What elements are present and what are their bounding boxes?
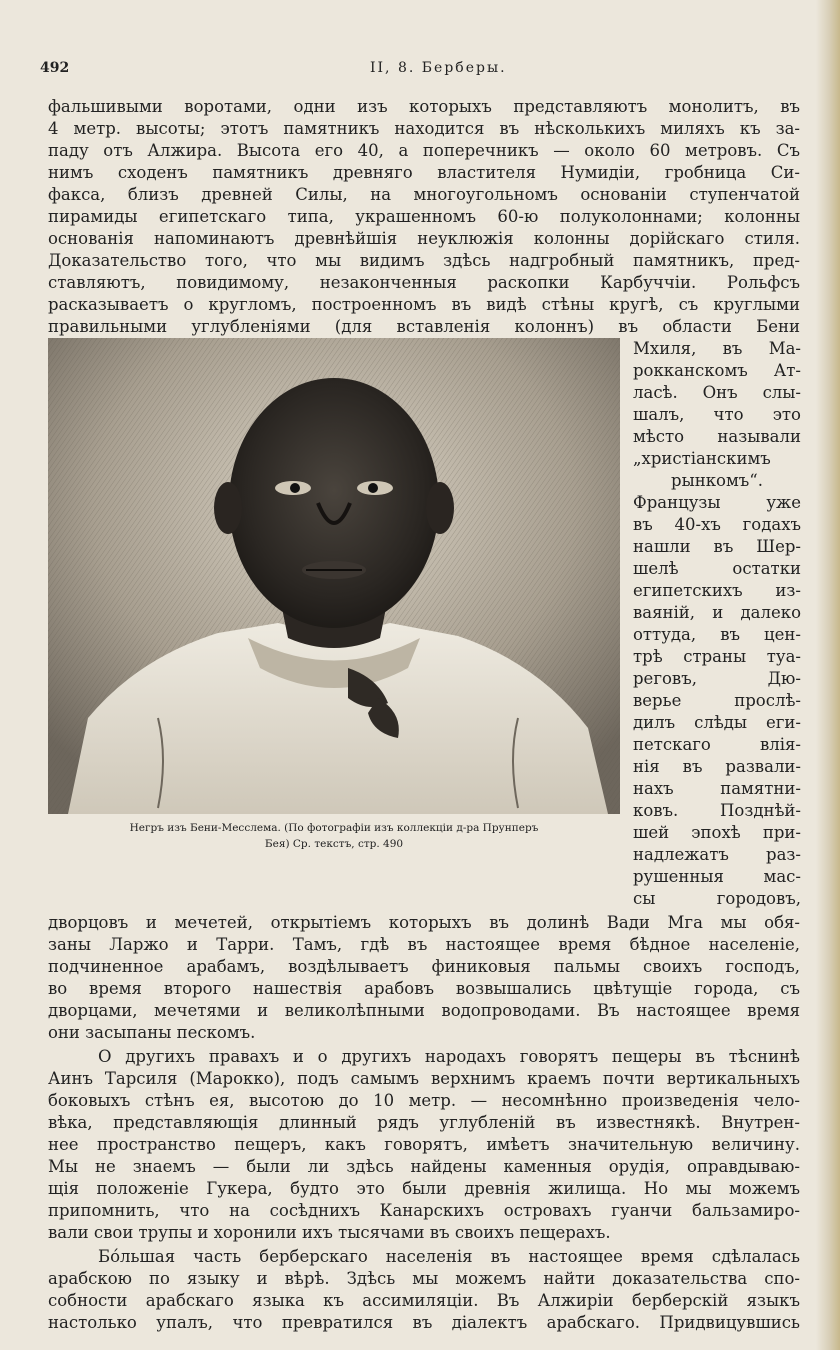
- side-text-line: „христіанскимъ: [633, 449, 771, 468]
- side-text-line: мѣсто называли: [633, 427, 801, 446]
- running-title: II, 8. Берберы.: [370, 60, 507, 76]
- figure-caption: Бея) Ср. текстъ, стр. 490: [264, 838, 404, 850]
- side-text-line: рокканскомъ Ат-: [633, 361, 801, 380]
- text-line: основанія напоминаютъ древнѣйшія неуклюжія колонны дорійскаго стиля.: [48, 229, 800, 248]
- side-text-line: нахъ памятни-: [633, 779, 801, 798]
- text-line: они засыпаны пескомъ.: [48, 1023, 256, 1042]
- side-text-line: рынкомъ“.: [671, 471, 763, 490]
- side-text-line: Мхиля, въ Ма-: [633, 339, 801, 358]
- figure-caption: Негръ изъ Бени-Месслема. (По фотографіи изъ коллекціи д-ра Прунперъ: [129, 822, 539, 834]
- text-line: боковыхъ стѣнъ ея, высотою до 10 метр. — несомнѣнно произведенія чело-: [48, 1091, 800, 1110]
- side-text-line: нія въ развали-: [633, 757, 801, 776]
- side-text-line: надлежатъ раз-: [633, 845, 801, 864]
- page-number: 492: [40, 60, 70, 76]
- side-text-line: Французы уже: [633, 493, 801, 512]
- side-text-line: петскаго влія-: [633, 735, 801, 754]
- side-text-line: шелѣ остатки: [633, 559, 801, 578]
- side-text-line: ковъ. Позднѣй-: [633, 801, 801, 820]
- side-text-line: оттуда, въ цен-: [633, 625, 801, 644]
- text-line: щія положеніе Гукера, будто это были древнія жилища. Но мы можемъ: [48, 1179, 800, 1198]
- text-line: Доказательство того, что мы видимъ здѣсь надгробный памятникъ, пред-: [48, 251, 800, 270]
- side-text-line: ваяній, и далеко: [633, 603, 801, 622]
- side-text-line: сы городовъ,: [633, 889, 801, 908]
- text-line: заны Ларжо и Тарри. Тамъ, гдѣ въ настоящее время бѣдное населеніе,: [48, 935, 800, 954]
- text-line: вѣка, представляющія длинный рядъ углубленій въ известнякѣ. Внутрен-: [48, 1113, 800, 1132]
- text-line: дворцами, мечетями и великолѣпными водопроводами. Въ настоящее время: [48, 1001, 800, 1020]
- side-text-line: шей эпохѣ при-: [633, 823, 801, 842]
- text-line: вали свои трупы и хоронили ихъ тысячами въ своихъ пещерахъ.: [48, 1223, 611, 1242]
- side-text-line: трѣ страны туа-: [633, 647, 801, 666]
- text-line: во время второго нашествія арабовъ возвышались цвѣтущіе города, съ: [48, 979, 800, 998]
- side-text-line: въ 40-хъ годахъ: [633, 515, 801, 534]
- text-line: настолько упалъ, что превратился въ діалектъ арабскаго. Придвицувшись: [48, 1313, 800, 1332]
- running-header: [40, 60, 810, 82]
- side-text-line: дилъ слѣды еги-: [633, 713, 801, 732]
- side-text-line: египетскихъ из-: [633, 581, 801, 600]
- side-text-line: нашли въ Шер-: [633, 537, 801, 556]
- text-line: Бо́льшая часть берберскаго населенія въ настоящее время сдѣлалась: [98, 1247, 800, 1266]
- text-line: дворцовъ и мечетей, открытіемъ которыхъ въ долинѣ Вади Мга мы обя-: [48, 913, 800, 932]
- text-line: фальшивыми воротами, одни изъ которыхъ представляютъ монолитъ, въ: [48, 97, 800, 116]
- side-text-line: ласѣ. Онъ слы-: [633, 383, 801, 402]
- text-line: факса, близъ древней Силы, на многоугольномъ основаніи ступенчатой: [48, 185, 800, 204]
- text-line: подчиненное арабамъ, воздѣлываетъ финиковыя пальмы своихъ господъ,: [48, 957, 800, 976]
- text-line: О другихъ правахъ и о другихъ народахъ говорятъ пещеры въ тѣснинѣ: [98, 1047, 800, 1066]
- text-line: паду отъ Алжира. Высота его 40, а поперечникъ — около 60 метровъ. Съ: [48, 141, 800, 160]
- text-line: нимъ сходенъ памятникъ древняго властителя Нумидіи, гробница Си-: [48, 163, 800, 182]
- text-line: Аинъ Тарсиля (Марокко), подъ самымъ верхнимъ краемъ почти вертикальныхъ: [48, 1069, 800, 1088]
- text-line: припомнить, что на сосѣднихъ Канарскихъ островахъ гуанчи бальзамиро-: [48, 1201, 800, 1220]
- text-line: 4 метр. высоты; этотъ памятникъ находится въ нѣсколькихъ миляхъ къ за-: [48, 119, 800, 138]
- text-line: Мы не знаемъ — были ли здѣсь найдены каменныя орудія, оправдываю-: [48, 1157, 800, 1176]
- side-text-line: верье прослѣ-: [633, 691, 801, 710]
- text-line: расказываетъ о кругломъ, построенномъ въ видѣ стѣны кругѣ, съ круглыми: [48, 295, 800, 314]
- side-text-line: шалъ, что это: [633, 405, 801, 424]
- side-text-line: рушенныя мас-: [633, 867, 801, 886]
- side-text-line: реговъ, Дю-: [633, 669, 801, 688]
- text-line: пирамиды египетскаго типа, украшенномъ 60-ю полуколоннами; колонны: [48, 207, 800, 226]
- portrait-engraving: [48, 338, 620, 814]
- text-line: собности арабскаго языка къ ассимиляціи. Въ Алжиріи берберскій языкъ: [48, 1291, 800, 1310]
- text-line: ставляютъ, повидимому, незаконченныя раскопки Карбуччіи. Рольфсъ: [48, 273, 800, 292]
- text-line: правильными углубленіями (для вставленія колоннъ) въ области Бени: [48, 317, 800, 336]
- text-line: арабскою по языку и вѣрѣ. Здѣсь мы можемъ найти доказательства спо-: [48, 1269, 800, 1288]
- text-line: нее пространство пещеръ, какъ говорятъ, имѣетъ значительную величину.: [48, 1135, 800, 1154]
